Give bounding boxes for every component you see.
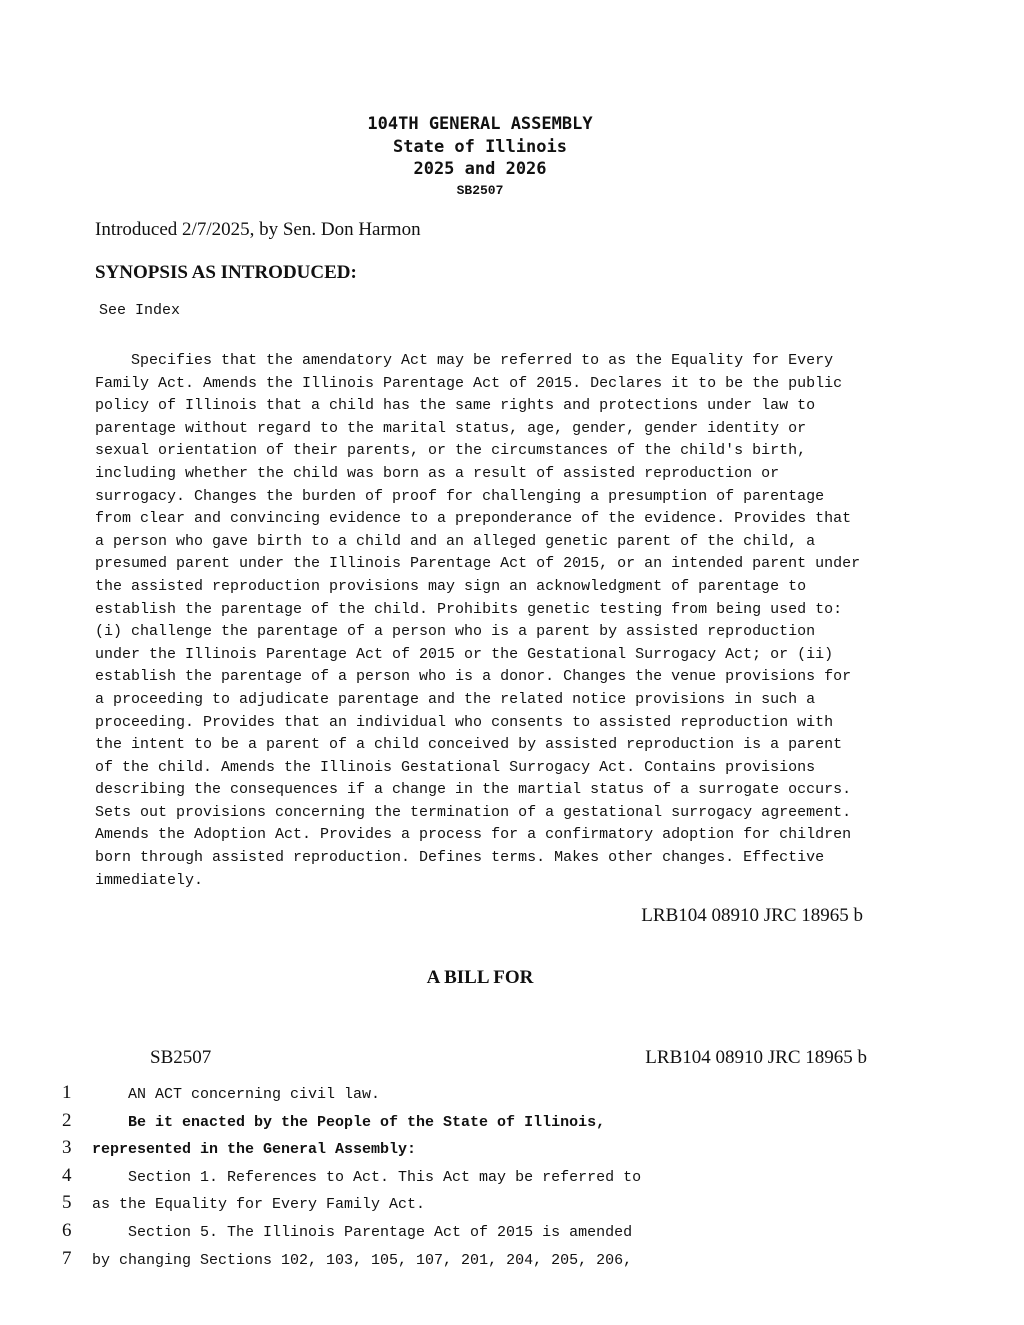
line-text: AN ACT concerning civil law. [128,1086,381,1103]
line-text: Section 1. References to Act. This Act may be referred to [128,1168,642,1186]
synopsis-heading: SYNOPSIS AS INTRODUCED: [95,262,357,283]
page2-lrb-code: LRB104 08910 JRC 18965 b [645,1047,867,1068]
synopsis-text: Specifies that the amendatory Act may be referred to as the Equality for Every Family Act. Amends the Illinois Parentage Act of 2015. Declares it to be the public policy of Illinois that a child has the same rights and protections under law to parentage without regard to the marital status, age, gender, gender identity or sexual orientation of their parents, or the circumstances of the child's birth, including whether the child was born as a result of assisted reproduction or surrogacy. Changes the burden of proof for challenging a presumption of parentage from clear and convincing evidence to a preponderance of the evidence. Provides that a person who gave birth to a child and an alleged genetic parent of the child, a presumed parent under the Illinois Parentage Act of 2015, or an intended parent under the assisted reproduction provisions may sign an acknowledgment of parentage to establish the parentage of the child. Prohibits genetic testing from being used to: (i) challenge the parentage of a person who is a parent by assisted reproduction under the Illinois Parentage Act of 2015 or the Gestational Surrogacy Act; or (ii) establish the parentage of a person who is a donor. Changes the venue provisions for a proceeding to adjudicate parentage and the related notice provisions in such a proceeding. Provides that an individual who consents to assisted reproduction with the intent to be a parent of a child conceived by assisted reproduction is a parent of the child. Amends the Illinois Gestational Surrogacy Act. Contains provisions describing the consequences if a change in the martial status of a surrogate occurs. Sets out provisions concerning the termination of a gestational surrogacy agreement. Amends the Adoption Act. Provides a process for a confirmatory adoption for children born through assisted reproduction. Defines terms. Makes other changes. Effective immediately. [95,352,861,889]
bill-line [0,1137,1024,1165]
bill-text-lines [0,1082,1024,1275]
line-number: 3 [62,1137,72,1159]
bill-line [0,1110,1024,1138]
bill-header [330,113,630,201]
session-years: 2025 and 2026 [413,159,547,179]
line-number: 1 [62,1082,72,1103]
bill-line [0,1165,1024,1193]
line-number: 6 [62,1219,72,1241]
line-text: by changing Sections 102, 103, 105, 107, 201, 204, 205, 206, [92,1251,633,1269]
bill-line [0,1220,1024,1248]
bill-for-heading: A BILL FOR [426,967,534,988]
bill-line [0,1082,1024,1110]
line-text: Section 5. The Illinois Parentage Act of 2015 is amended [128,1223,633,1241]
line-number: 5 [62,1192,72,1214]
state-title: State of Illinois [393,136,567,157]
bill-line [0,1248,1024,1276]
page2-bill-number: SB2507 [150,1047,212,1068]
line-number: 2 [62,1109,72,1131]
introduced-line: Introduced 2/7/2025, by Sen. Don Harmon [95,219,421,240]
line-number: 4 [62,1164,72,1186]
lrb-code: LRB104 08910 JRC 18965 b [641,905,863,926]
bill-line [0,1192,1024,1220]
assembly-title: 104TH GENERAL ASSEMBLY [367,114,593,134]
line-text: Be it enacted by the People of the State of Illinois, [128,1113,606,1131]
line-text: represented in the General Assembly: [92,1141,417,1159]
line-number: 7 [62,1247,72,1269]
bill-number: SB2507 [456,182,504,198]
line-text: as the Equality for Every Family Act. [92,1196,426,1214]
see-index: See Index [99,302,181,319]
